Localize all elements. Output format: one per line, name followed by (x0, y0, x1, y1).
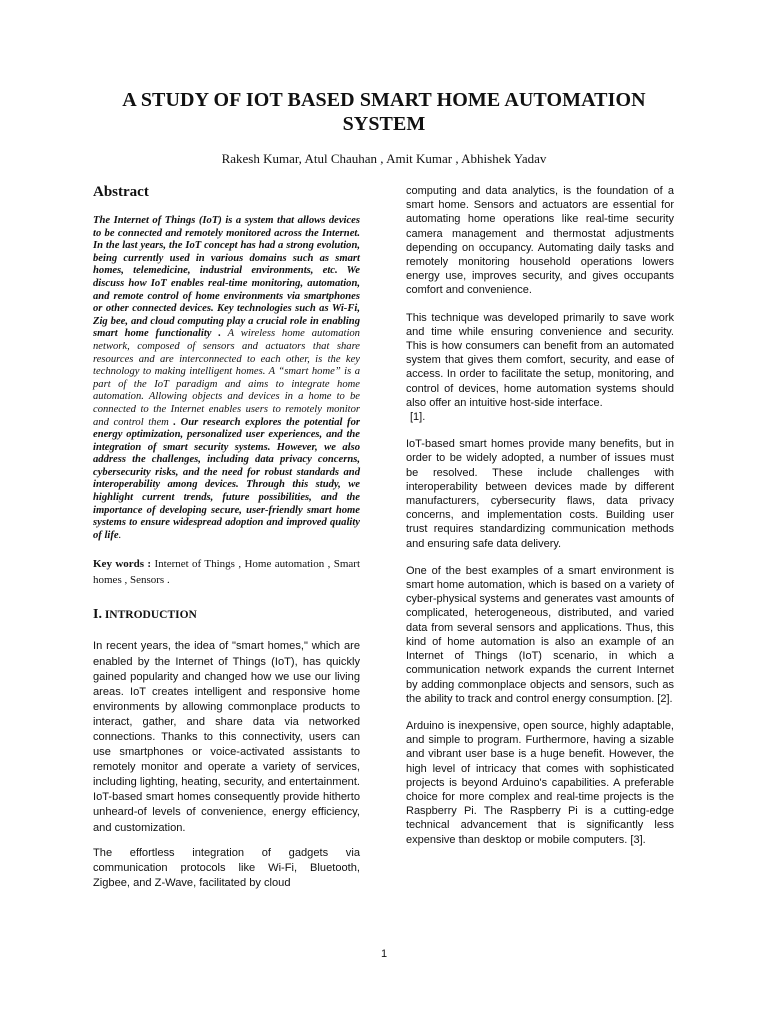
intro-paragraph-5: One of the best examples of a smart environment is smart home automation, which is based on a variety of cyber-physical systems and generates vast amounts of complicated, heterogeneous, distributed, and varied data from several sensors and applications. Thus, this kind of home automation is also an example of an Internet of Things (IoT) scenario, in which a communication network expands the current Internet by adding commonplace objects and sensors, such as the ability to track and control energy consumption. [2]. (406, 564, 674, 705)
section-heading-introduction (93, 607, 360, 623)
intro-paragraph-4: IoT-based smart homes provide many benefits, but in order to be widely adopted, a number of issues must be resolved. These include challenges with interoperability between devices made by different manufacturers, cybersecurity flaws, data privacy concerns, and implementation costs. Building user trust requires standardizing communication methods and ensuring safe data delivery. (406, 438, 674, 550)
keywords (93, 557, 360, 588)
keywords-label: Key words : (93, 558, 152, 571)
abstract-part-1: The Internet of Things (IoT) is a system that allows devices to be connected and remotely monitored across the Internet. In the last years, the IoT concept has had a strong evolution, being currently used in various domains such as smart homes, telemedicine, industrial environments, etc. We discuss how IoT enables real-time monitoring, automation, and remote control of home environments via smartphones or other connected devices. Key technologies such as Wi-Fi, Zig bee, and cloud computing play a crucial role in enabling smart home functionality . (93, 215, 360, 340)
abstract-part-2: A wireless home automation network, composed of sensors and actuators that share resources and are interconnected to each other, is the key technology to making intelligent homes. A “smart home” is a part of the IoT paradigm and aims to integrate home automation. Allowing objects and devices in a home to be connected to the Internet enables users to remotely monitor and control them (93, 328, 360, 428)
abstract-part-3: . Our research explores the potential for energy optimization, personalized user experiences, and the integration of smart security systems. However, we also address the challenges, including data privacy concerns, cybersecurity risks, and the need for robust standards and interoperability among devices. Through this study, we highlight current trends, future possibilities, and the importance of developing secure, user-friendly smart home systems to ensure widespread adoption and improved quality of life (93, 416, 360, 541)
author-list: Rakesh Kumar, Atul Chauhan , Amit Kumar , Abhishek Yadav (221, 151, 547, 166)
page-number: 1 (380, 948, 388, 960)
intro-paragraph-2: The effortless integration of gadgets via communication protocols like Wi-Fi, Bluetooth, Zigbee, and Z-Wave, facilitated by cloud (93, 846, 360, 889)
abstract-text (93, 215, 360, 542)
intro-paragraph-3: This technique was developed primarily to save work and time while ensuring convenience and security. This is how consumers can benefit from an automated system that gives them comfort, security, and ease of access. In order to facilitate the setup, monitoring, and control of devices, home automation systems should also offer an intuitive host-side interface. (406, 311, 674, 409)
abstract-heading: Abstract (93, 184, 149, 200)
paper-title: A STUDY OF IOT BASED SMART HOME AUTOMATION SYSTEM (122, 89, 646, 135)
intro-paragraph-1: In recent years, the idea of "smart homes," which are enabled by the Internet of Things (IoT), has quickly gained popularity and changed how we use our living areas. IoT creates intelligent and responsive home environments by allowing commonplace products to interact, gather, and share data via networked connections. Thanks to this connectivity, users can use smartphones or voice-activated assistants to remotely monitor and operate a variety of services, including lighting, heating, security, and entertainment. IoT-based smart homes consequently provide hitherto unheard-of levels of convenience, energy efficiency, and customization. (93, 640, 360, 834)
intro-paragraph-6: Arduino is inexpensive, open source, highly adaptable, and simple to program. Furthermore, having a sizable and vibrant user base is a huge benefit. However, the high level of intricacy that comes with sophisticated projects is beyond Arduino's capabilities. A preferable choice for more complex and real-time projects is the Raspberry Pi. The Raspberry Pi is a cutting-edge technical advancement that is significantly less expensive than desktop or mobile computers. [3]. (406, 719, 674, 846)
abstract-part-4: . (118, 529, 122, 541)
left-column (93, 183, 360, 901)
section-number: I. (93, 607, 102, 623)
right-column (406, 184, 674, 860)
section-title: INTRODUCTION (101, 609, 197, 622)
citation-1: [1]. (410, 411, 426, 424)
keywords-text: Internet of Things , Home automation , Smart homes , Sensors . (93, 558, 361, 586)
intro-paragraph-2-continued: computing and data analytics, is the foundation of a smart home. Sensors and actuators are essential for automating home operations like real-time security camera management and thermostat adjustments depending on occupancy. Automating daily tasks and remotely monitoring household operations lowers energy use, improves security, and gives occupants comfort and convenience. (406, 185, 674, 297)
